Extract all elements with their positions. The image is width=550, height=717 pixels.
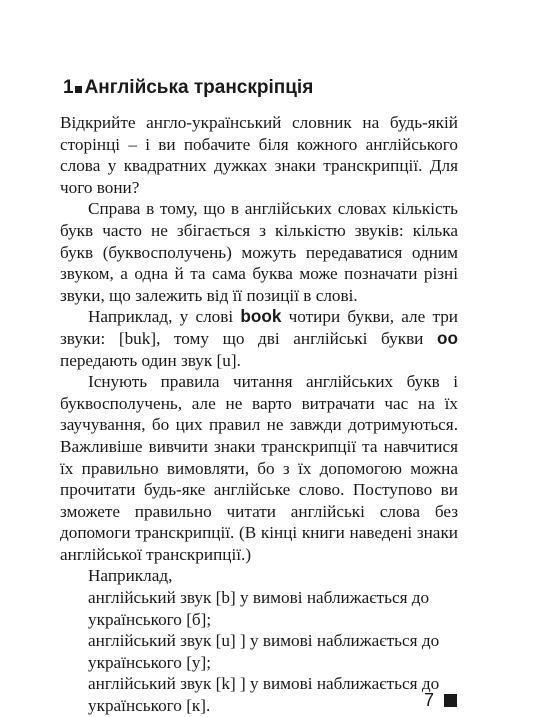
text-run: чотири букви, але три звуки: [buk], тому що дві англійські букви — [60, 307, 459, 348]
example-line: українського [у]; — [88, 652, 212, 672]
paragraph-for-example: Наприклад, — [88, 566, 173, 586]
page-number: 7 — [424, 690, 435, 710]
page-footer — [424, 690, 457, 711]
paragraph-letters-sounds: Справа в тому, що в англійських словах кількість букв часто не збігається з кількістю звуків: кілька букв (буквосполучень) можуть передаватися одним звуком, а одна й та сама буква може позначати різні звуки, що залежить від її позиції в слові. — [60, 199, 458, 305]
section-title: Англійська транскріпція — [84, 77, 314, 98]
example-line: англійський звук [k] ] у вимові наближається до — [88, 674, 440, 694]
example-line: англійський звук [u] ] у вимові наближається до — [88, 631, 440, 651]
section-number: 1 — [63, 77, 74, 98]
example-line: українського [к]. — [88, 696, 211, 716]
body-text — [60, 112, 458, 717]
paragraph-intro: Відкрийте англо-український словник на будь-якій сторінці – і ви побачите біля кожного англійського слова у квадратних дужках знаки транскрипції. Для чого вони? — [60, 113, 458, 197]
paragraph-example-book — [60, 306, 458, 371]
text-run: передають один звук [u]. — [60, 350, 241, 370]
heading-square-marker — [75, 86, 82, 93]
example-letters-oo: oo — [437, 327, 458, 348]
paragraph-reading-rules: Існують правила читання англійських букв і буквосполучень, але не варто витрачати час на їх заучування, бо цих правил не завжди дотримуються. Важливіше вивчити знаки транскрипції та навчитися їх правильно вимовляти, бо з їх допомогою можна прочитати будь-яке англійське слово. Поступово ви зможете правильно читати англійські слова без допомоги транскрипції. (В кінці книги наведені знаки англійської транскрипції.) — [60, 372, 458, 564]
section-heading — [63, 77, 313, 99]
example-word-book: book — [240, 306, 282, 327]
example-line: українського [б]; — [88, 609, 212, 629]
text-run: Наприклад, у слові — [88, 307, 241, 327]
example-line: англійський звук [b] у вимові наближається до — [88, 588, 430, 608]
sound-examples-list — [60, 587, 458, 717]
footer-square-marker — [444, 694, 457, 707]
